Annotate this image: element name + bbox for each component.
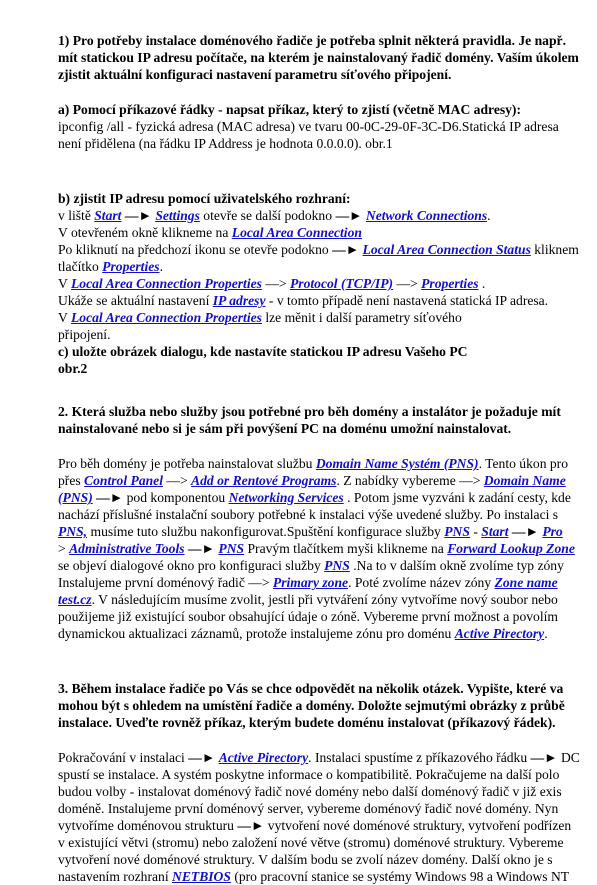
section-q3	[58, 680, 597, 731]
text-line	[58, 783, 597, 800]
hyperlink[interactable]: Properties	[102, 259, 160, 274]
body-text: Pokračování v instalaci	[58, 750, 189, 765]
body-text: se objeví dialogové okno pro konfiguraci služby	[58, 558, 325, 573]
body-text: -	[469, 524, 482, 539]
body-text: v existující větvi (stromu) nebo založení nové větve (stromu) doménové struktury. Vybereme	[58, 835, 564, 850]
hyperlink[interactable]: NETBIOS	[172, 869, 231, 884]
body-text: . Potom jsme vyzváni k zadání cesty, kde	[343, 490, 571, 505]
text-line	[58, 32, 597, 49]
text-line	[58, 258, 597, 275]
body-text: V	[58, 276, 71, 291]
paragraph-spacer	[58, 642, 597, 680]
text-line	[58, 834, 597, 851]
body-text: není přidělena (na řádku IP Address je hodnota 0.0.0.0). obr.1	[58, 136, 393, 151]
arrow-glyph: —►	[530, 750, 561, 765]
body-text: Instalujeme první doménový řadič —>	[58, 575, 273, 590]
hyperlink[interactable]: Network Connections	[365, 208, 488, 223]
body-text: v liště	[58, 208, 95, 223]
arrow-glyph: —►	[121, 208, 156, 223]
document-page	[58, 32, 597, 885]
hyperlink[interactable]: Control Panel	[84, 473, 163, 488]
bold-text: obr.2	[58, 361, 88, 376]
hyperlink[interactable]: Settings	[155, 208, 200, 223]
text-line	[58, 190, 597, 207]
hyperlink[interactable]: Start	[481, 524, 509, 539]
paragraph-spacer	[58, 731, 597, 749]
body-text: —>	[261, 276, 290, 291]
body-text: nastavením rozhraní	[58, 869, 172, 884]
body-text: Po kliknutí na předchozí ikonu se otevře podokno	[58, 242, 333, 257]
hyperlink[interactable]: Forward Lookup Zone	[447, 541, 575, 556]
section-q1a	[58, 101, 597, 152]
bold-text: mohou být s ohledem na umístění řadiče a domény. Doložte sejmutými obrázky z průbě	[58, 698, 565, 713]
text-line	[58, 309, 597, 326]
arrow-glyph: —►	[335, 208, 366, 223]
hyperlink[interactable]: Protocol (TCP/IP)	[289, 276, 394, 291]
hyperlink[interactable]: Active Pirectory	[454, 626, 545, 641]
body-text: dynamickou aktualizaci záznamů, protože instalujeme zónu pro doménu	[58, 626, 455, 641]
text-line	[58, 489, 597, 506]
text-line	[58, 800, 597, 817]
body-text: musíme tuto službu nakonfigurovat.Spuštění konfigurace služby	[87, 524, 445, 539]
text-line	[58, 420, 597, 437]
text-line	[58, 207, 597, 224]
text-line	[58, 118, 597, 135]
body-text: . Tento úkon pro	[478, 456, 569, 471]
section-q2	[58, 403, 597, 437]
text-line	[58, 292, 597, 309]
text-line	[58, 241, 597, 258]
body-text: - v tomto případě není nastavená statická IP adresa.	[265, 293, 549, 308]
hyperlink[interactable]: Active Pirectory	[218, 750, 309, 765]
body-text: —>	[393, 276, 422, 291]
body-text: Pravým tlačítkem myši klikneme na	[244, 541, 448, 556]
hyperlink[interactable]: PNS	[324, 558, 350, 573]
text-line	[58, 49, 597, 66]
body-text: Pro běh domény je potřeba nainstalovat službu	[58, 456, 316, 471]
bold-text: c) uložte obrázek dialogu, kde nastavíte statickou IP adresu Vašeho PC	[58, 344, 468, 359]
body-text: otevře se další podokno	[199, 208, 336, 223]
hyperlink[interactable]: Properties	[421, 276, 479, 291]
text-line	[58, 326, 597, 343]
arrow-glyph: —►	[508, 524, 543, 539]
hyperlink[interactable]: PNS,	[58, 524, 88, 539]
body-text: V	[58, 310, 71, 325]
arrow-glyph: —►	[237, 818, 268, 833]
body-text: tlačítko	[58, 259, 103, 274]
text-line	[58, 851, 597, 868]
text-line	[58, 360, 597, 377]
text-line	[58, 625, 597, 642]
text-line	[58, 343, 597, 360]
hyperlink[interactable]: Domain Name	[483, 473, 566, 488]
text-line	[58, 472, 597, 489]
text-line	[58, 523, 597, 540]
bold-text: nainstalované nebo si je sám při povýšení PC na doménu umožní nainstalovat.	[58, 421, 512, 436]
body-text: vytvoření nové doménové struktury. V dalším bodu se zvolí název domény. Další okno je s	[58, 852, 553, 867]
text-line	[58, 275, 597, 292]
body-text: .	[544, 626, 548, 641]
hyperlink[interactable]: Networking Services	[228, 490, 344, 505]
body-text: připojení.	[58, 327, 111, 342]
body-text: . Instalaci spustíme z příkazového řádku	[308, 750, 531, 765]
hyperlink[interactable]: PNS	[218, 541, 245, 556]
text-line	[58, 697, 597, 714]
hyperlink[interactable]: PNS	[444, 524, 470, 539]
text-line	[58, 455, 597, 472]
text-line	[58, 749, 597, 766]
hyperlink[interactable]: Pro	[542, 524, 563, 539]
hyperlink[interactable]: Local Area Connection Properties	[70, 310, 262, 325]
hyperlink[interactable]: Zone name	[494, 575, 558, 590]
text-line	[58, 766, 597, 783]
text-line	[58, 224, 597, 241]
text-line	[58, 506, 597, 523]
body-text: lze měnit i další parametry síťového	[261, 310, 462, 325]
body-text: ipconfig /all - fyzická adresa (MAC adresa) ve tvaru 00-0C-29-0F-3C-D6.Statická IP adresa	[58, 119, 559, 134]
body-text: (pro pracovní stanice se systémy Windows 98 a Windows NT	[230, 869, 570, 884]
body-text: .Na to v dalším okně zvolíme typ zóny	[349, 558, 564, 573]
section-q3body	[58, 749, 597, 885]
body-text: .	[159, 259, 163, 274]
body-text: vytvoření nové doménové struktury, vytvoření podřízen	[267, 818, 572, 833]
bold-text: b) zjistit IP adresu pomocí uživatelského rozhraní:	[58, 191, 351, 206]
bold-text: 1) Pro potřeby instalace doménového řadiče je potřeba splnit některá pravidla. Je např.	[58, 33, 566, 48]
bold-text: a) Pomocí příkazové řádky - napsat příkaz, který to zjistí (včetně MAC adresy):	[58, 102, 521, 117]
text-line	[58, 557, 597, 574]
hyperlink[interactable]: IP adresy	[212, 293, 266, 308]
hyperlink[interactable]: test.cz	[58, 592, 92, 607]
body-text: DC	[560, 750, 580, 765]
body-text: —>	[162, 473, 192, 488]
hyperlink[interactable]: Local Area Connection Status	[362, 242, 531, 257]
text-line	[58, 714, 597, 731]
arrow-glyph: —►	[92, 490, 127, 505]
paragraph-spacer	[58, 437, 597, 455]
paragraph-spacer	[58, 152, 597, 190]
body-text: .	[478, 276, 486, 291]
text-line	[58, 135, 597, 152]
body-text: kliknem	[530, 242, 579, 257]
arrow-glyph: —►	[332, 242, 363, 257]
bold-text: mít statickou IP adresu počítače, na kterém je nainstalovaný řadič domény. Vaším úkolem	[58, 50, 579, 65]
body-text: přes	[58, 473, 85, 488]
hyperlink[interactable]: Start	[94, 208, 122, 223]
body-text: vytvoříme doménovou strukturu	[58, 818, 238, 833]
hyperlink[interactable]: Add or Rentové Programs	[191, 473, 337, 488]
text-line	[58, 66, 597, 83]
hyperlink[interactable]: (PNS)	[58, 490, 93, 505]
text-line	[58, 817, 597, 834]
bold-text: instalace. Uveďte rovněž příkaz, kterým budete doménu instalovat (příkazový řádek).	[58, 715, 556, 730]
bold-text: 2. Která služba nebo služby jsou potřebné pro běh domény a instalátor je požaduje mít	[58, 404, 561, 419]
body-text: Ukáže se aktuální nastavení	[58, 293, 213, 308]
hyperlink[interactable]: Local Area Connection	[231, 225, 362, 240]
paragraph-spacer	[58, 377, 597, 403]
body-text: . V následujícím musíme zvolit, jestli při vytváření zóny vytvoříme nový soubor nebo	[91, 592, 558, 607]
body-text: . Poté zvolíme název zóny	[348, 575, 495, 590]
body-text: doméně. Instalujeme první doménový server, vybereme doménový řadič nové domény. Nyn	[58, 801, 559, 816]
body-text: nachází příslušné instalační soubory potřebné k instalaci výše uvedené služby. Po instalaci s	[58, 507, 559, 522]
hyperlink[interactable]: Domain Name Systém (PNS)	[315, 456, 479, 471]
body-text: >	[58, 541, 70, 556]
bold-text: 3. Během instalace řadiče po Vás se chce odpovědět na několik otázek. Vypište, které va	[58, 681, 564, 696]
body-text: V otevřeném okně klikneme na	[58, 225, 232, 240]
text-line	[58, 540, 597, 557]
body-text: pod komponentou	[126, 490, 229, 505]
text-line	[58, 608, 597, 625]
hyperlink[interactable]: Primary zone	[272, 575, 349, 590]
paragraph-spacer	[58, 83, 597, 101]
text-line	[58, 591, 597, 608]
text-line	[58, 403, 597, 420]
body-text: . Z nabídky vybereme —>	[336, 473, 484, 488]
arrow-glyph: —►	[184, 541, 219, 556]
text-line	[58, 680, 597, 697]
body-text: spustí se instalace. A systém poskytne informace o kompatibilitě. Pokračujeme na další polo	[58, 767, 560, 782]
text-line	[58, 868, 597, 885]
body-text: použijeme již existující soubor obsahující údaje o zóně. Vybereme první možnost a povolím	[58, 609, 558, 624]
section-q1b	[58, 190, 597, 377]
hyperlink[interactable]: Local Area Connection Properties	[70, 276, 262, 291]
section-q1	[58, 32, 597, 83]
text-line	[58, 101, 597, 118]
section-q2body	[58, 455, 597, 642]
text-line	[58, 574, 597, 591]
hyperlink[interactable]: Administrative Tools	[69, 541, 185, 556]
bold-text: zjistit aktuální konfiguraci nastavení parametru síťového připojení.	[58, 67, 452, 82]
body-text: .	[487, 208, 491, 223]
arrow-glyph: —►	[188, 750, 219, 765]
body-text: budou volby - instalovat doménový řadič nové domény nebo další doménový řadič v již exis	[58, 784, 562, 799]
